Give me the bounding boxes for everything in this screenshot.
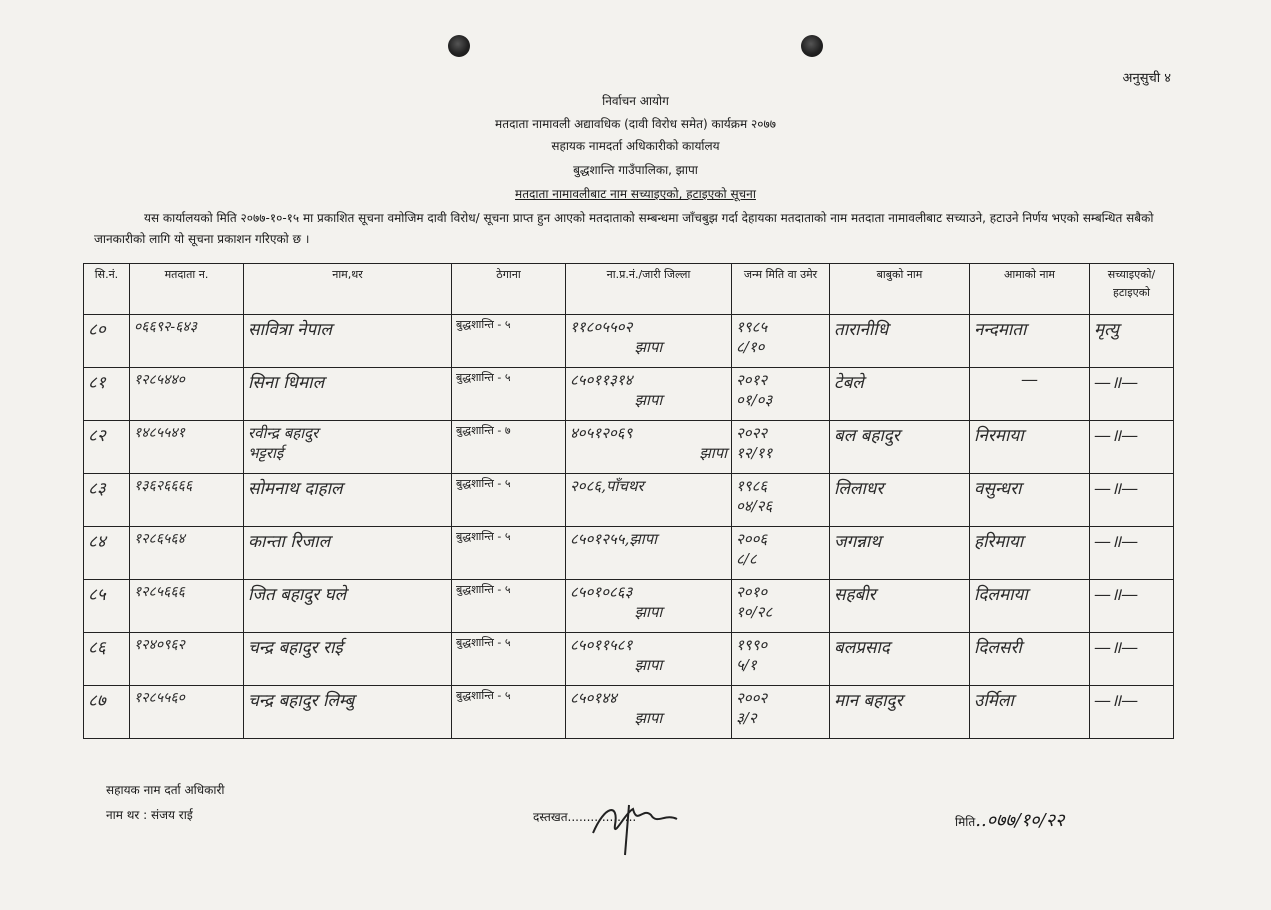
officer-title: सहायक नाम दर्ता अधिकारी [106,783,225,797]
dob-date: ८/८ [736,550,757,568]
cell-sn: ८१ [84,368,130,421]
citizenship-district: झापा [699,444,727,462]
cell-voter-no: १२८५४४० [130,368,244,421]
citizenship-no: ८५०१२५५,झापा [570,530,657,548]
citizenship-no: २०८६,पाँचथर [570,477,644,495]
cell-dob [732,474,830,527]
intro-paragraph: यस कार्यालयको मिति २०७७-१०-१५ मा प्रकाशित सूचना वमोजिम दावी विरोध/ सूचना प्राप्त हुन आएको मतदाताको सम्बन्धमा जाँचबुझ गर्दा देहायका मतदाताको नाम मतदाता नामावलीबाट सच्याउने, हटाउने निर्णय भएको सम्बन्धित सबैको जानकारीको लागि यो सूचना प्रकाशन गरिएको छ । [94,211,1154,246]
table-row [84,633,1174,686]
cell-citizenship [566,633,732,686]
cell-dob [732,686,830,739]
table-row [84,368,1174,421]
cell-status: मृत्यु [1090,315,1174,368]
cell-sn: ८५ [84,580,130,633]
col-header-citizenship: ना.प्र.नं./जारी जिल्ला [566,264,732,315]
table-row [84,527,1174,580]
col-header-father: बाबुको नाम [830,264,970,315]
header-municipality: बुद्धशान्ति गाउँपालिका, झापा [573,163,698,177]
dob-year: २०१२ [736,371,768,389]
citizenship-no: ८५०११३१४ [570,371,633,389]
citizenship-district: झापा [634,338,663,356]
cell-mother: निरमाया [970,421,1090,474]
cell-citizenship [566,580,732,633]
cell-voter-no: १२८५६६६ [130,580,244,633]
citizenship-no: ८५०१०८६३ [570,583,633,601]
name-line2: भट्टराई [248,444,284,462]
dob-date: ३/२ [736,709,757,727]
signature-label: दस्तखत.................. [533,810,637,824]
citizenship-no: ११८०५५०२ [570,318,633,336]
date-label: मिति [955,815,976,829]
cell-sn: ८० [84,315,130,368]
dob-date: १२/११ [736,444,773,462]
col-header-status: सच्याइएको/ हटाइएको [1090,264,1174,315]
cell-name [244,421,452,474]
cell-voter-no: १२८५५६० [130,686,244,739]
punch-hole-right [801,35,823,57]
cell-status: —॥— [1090,421,1174,474]
officer-name: नाम थर : संजय राई [106,808,193,822]
header-notice-title: मतदाता नामावलीबाट नाम सच्याइएको, हटाइएको सूचना [515,187,756,201]
cell-status: —॥— [1090,368,1174,421]
cell-mother: वसुन्धरा [970,474,1090,527]
cell-dob [732,315,830,368]
cell-citizenship [566,686,732,739]
dob-date: ०१/०३ [736,391,773,409]
cell-dob [732,527,830,580]
voter-table [83,263,1174,739]
signature-mark [585,795,690,860]
citizenship-district: झापा [634,603,663,621]
table-row [84,474,1174,527]
cell-name: सोमनाथ दाहाल [244,474,452,527]
dob-date: १०/२८ [736,603,773,621]
citizenship-district: झापा [634,391,663,409]
punch-hole-left [448,35,470,57]
dob-date: ८/१० [736,338,765,356]
cell-father: तारानीधि [830,315,970,368]
col-header-name: नाम,थर [244,264,452,315]
cell-name: जित बहादुर घले [244,580,452,633]
cell-mother: — [970,368,1090,421]
cell-father: जगन्नाथ [830,527,970,580]
header-commission: निर्वाचन आयोग [602,94,669,108]
dob-date: ०४/२६ [736,497,773,515]
cell-address: बुद्धशान्ति - ५ [452,686,566,739]
header-program: मतदाता नामावली अद्यावधिक (दावी विरोध समेत) कार्यक्रम २०७७ [495,117,776,131]
cell-address: बुद्धशान्ति - ५ [452,474,566,527]
cell-status: —॥— [1090,686,1174,739]
cell-dob [732,421,830,474]
citizenship-district: झापा [634,656,663,674]
cell-citizenship [566,368,732,421]
cell-status: —॥— [1090,474,1174,527]
header-office: सहायक नामदर्ता अधिकारीको कार्यालय [551,139,720,153]
cell-mother: हरिमाया [970,527,1090,580]
annex-label: अनुसुची ४ [1122,71,1171,86]
cell-voter-no: १३६२६६६६ [130,474,244,527]
cell-address: बुद्धशान्ति - ५ [452,527,566,580]
citizenship-no: ४०५१२०६९ [570,424,633,442]
cell-status: —॥— [1090,527,1174,580]
cell-status: —॥— [1090,580,1174,633]
cell-name: चन्द्र बहादुर राई [244,633,452,686]
dob-date: ५/१ [736,656,757,674]
col-header-mother: आमाको नाम [970,264,1090,315]
cell-sn: ८७ [84,686,130,739]
date-value: ..०७७/१०/२२ [975,810,1065,831]
cell-sn: ८२ [84,421,130,474]
cell-mother: उर्मिला [970,686,1090,739]
col-header-sn: सि.नं. [84,264,130,315]
dob-year: १९८६ [736,477,768,495]
cell-sn: ८३ [84,474,130,527]
cell-address: बुद्धशान्ति - ५ [452,633,566,686]
cell-name: सिना धिमाल [244,368,452,421]
name-line1: रवीन्द्र बहादुर [248,424,319,442]
table-row [84,421,1174,474]
table-header-row [84,264,1174,315]
cell-sn: ८४ [84,527,130,580]
citizenship-no: ८५०१४४ [570,689,617,707]
col-header-address: ठेगाना [452,264,566,315]
cell-dob [732,580,830,633]
dob-year: २०२२ [736,424,768,442]
col-header-voter-no: मतदाता न. [130,264,244,315]
cell-father: सहबीर [830,580,970,633]
cell-voter-no: ०६६९२-६४३ [130,315,244,368]
table-row [84,686,1174,739]
dob-year: १९८५ [736,318,768,336]
cell-citizenship [566,315,732,368]
cell-status: —॥— [1090,633,1174,686]
cell-address: बुद्धशान्ति - ५ [452,580,566,633]
date-row [955,808,1064,832]
dob-year: १९९० [736,636,768,654]
citizenship-no: ८५०११५८१ [570,636,633,654]
cell-mother: दिलसरी [970,633,1090,686]
cell-voter-no: १४८५५४१ [130,421,244,474]
cell-sn: ८६ [84,633,130,686]
cell-voter-no: १२८६५६४ [130,527,244,580]
cell-citizenship [566,474,732,527]
cell-citizenship [566,527,732,580]
cell-dob [732,633,830,686]
cell-mother: दिलमाया [970,580,1090,633]
table-row [84,580,1174,633]
cell-father: बल बहादुर [830,421,970,474]
citizenship-district: झापा [634,709,663,727]
dob-year: २००२ [736,689,768,707]
cell-address: बुद्धशान्ति - ७ [452,421,566,474]
cell-address: बुद्धशान्ति - ५ [452,368,566,421]
cell-name: कान्ता रिजाल [244,527,452,580]
cell-mother: नन्दमाता [970,315,1090,368]
cell-father: बलप्रसाद [830,633,970,686]
table-row [84,315,1174,368]
dob-year: २०१० [736,583,768,601]
col-header-dob: जन्म मिति वा उमेर [732,264,830,315]
cell-citizenship [566,421,732,474]
dob-year: २००६ [736,530,768,548]
cell-father: लिलाधर [830,474,970,527]
cell-dob [732,368,830,421]
cell-name: चन्द्र बहादुर लिम्बु [244,686,452,739]
cell-father: टेबले [830,368,970,421]
cell-voter-no: १२४०९६२ [130,633,244,686]
cell-name: सावित्रा नेपाल [244,315,452,368]
cell-father: मान बहादुर [830,686,970,739]
cell-address: बुद्धशान्ति - ५ [452,315,566,368]
